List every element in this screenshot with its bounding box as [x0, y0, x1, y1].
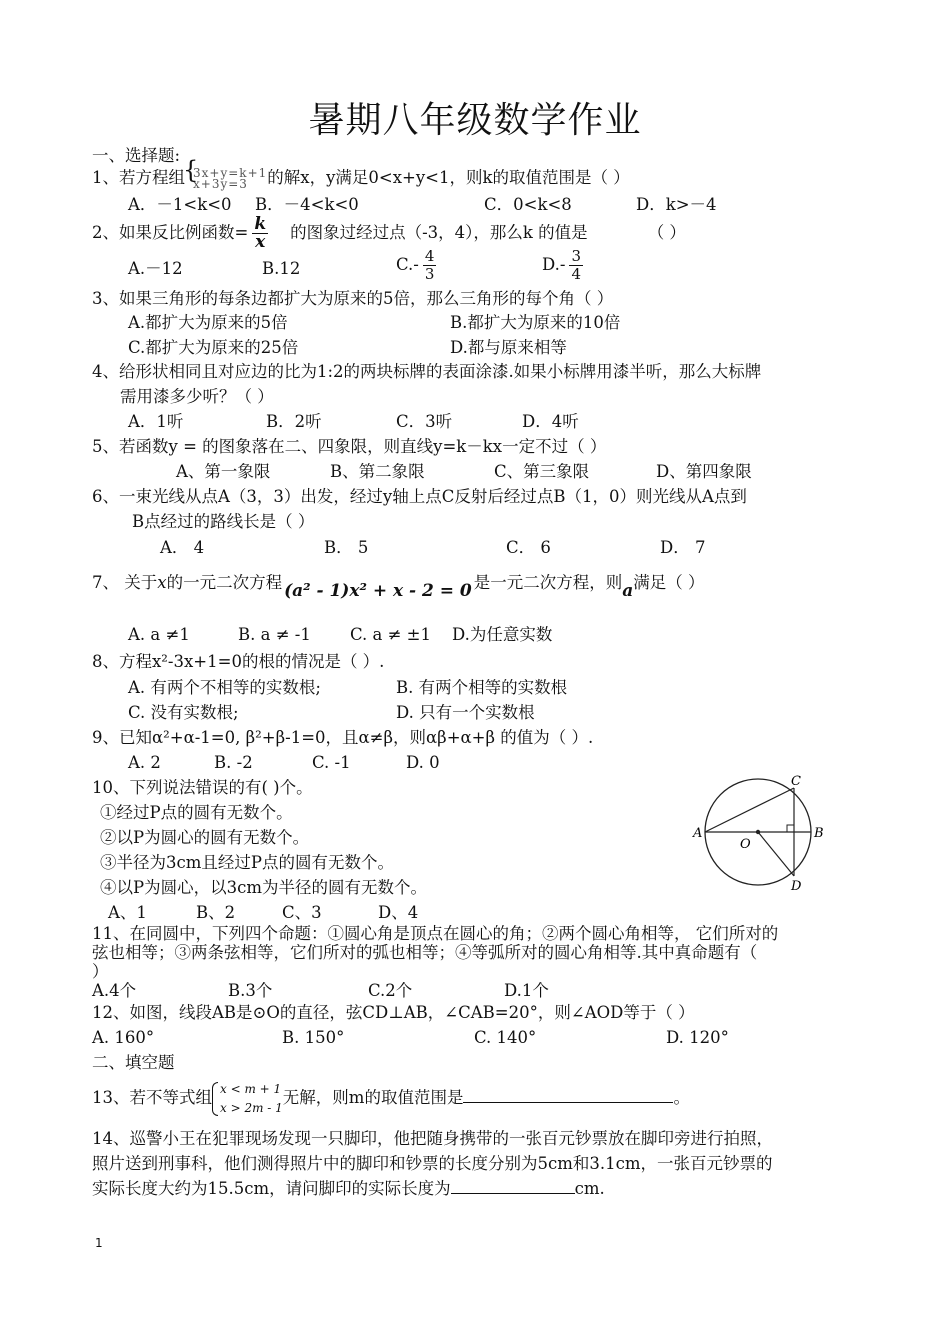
- question-11-close: ）: [92, 962, 109, 981]
- q12-option-c: C. 140°: [474, 1028, 537, 1047]
- q2-option-c: C.- $\frac{4}{3}$: [396, 247, 435, 283]
- q10-option-d: D、4: [378, 903, 419, 922]
- q13-inequality-system: x < m + 1 x > 2m - 1: [212, 1080, 283, 1118]
- q6-option-a: A． 4: [160, 538, 205, 557]
- q10-option-c: C、3: [282, 903, 322, 922]
- question-6: 6、一束光线从点A（3，3）出发，经过y轴上点C反射后经过点B（1，0）则光线从A点到: [92, 487, 747, 506]
- center-dot: [756, 830, 760, 834]
- question-14-last: 实际长度大约为15.5cm，请问脚印的实际长度为 cm.: [92, 1179, 605, 1198]
- q10-option-b: B、2: [196, 903, 236, 922]
- q7-option-a: A. a ≠1: [128, 625, 190, 644]
- q9-option-d: D. 0: [406, 753, 440, 772]
- question-7: 7、 关于x的一元二次方程 (a² - 1)x² + x - 2 = 0 是一元二次方程，则a满足（ ）: [92, 573, 705, 601]
- q4-option-b: B．2听: [266, 412, 322, 431]
- q2-answer-paren: （ ）: [647, 223, 686, 242]
- question-8: 8、方程x²-3x+1=0的根的情况是（ ）.: [92, 652, 385, 671]
- q8-option-c: C. 没有实数根;: [128, 703, 239, 722]
- question-11: 11、在同圆中，下列四个命题：①圆心角是顶点在圆心的角；②两个圆心角相等， 它们所对的: [92, 924, 779, 943]
- q10-statement-4: ④以P为圆心，以3cm为半径的圆有无数个。: [100, 878, 427, 897]
- label-b: B: [814, 826, 824, 841]
- question-9: 9、已知α²+α-1=0, β²+β-1=0，且α≠β，则αβ+α+β 的值为（ ）.: [92, 728, 594, 747]
- q2-fraction: $\frac{k}{x}$: [254, 214, 267, 252]
- question-5: 5、若函数y = 的图象落在二、四象限，则直线y=k－kx一定不过（ ）: [92, 437, 607, 456]
- question-6-cont: B点经过的路线长是（ ）: [132, 512, 315, 531]
- question-1: [92, 167, 630, 190]
- label-d: D: [791, 879, 802, 892]
- q7-option-c: C. a ≠ ±1: [350, 625, 432, 644]
- q8-option-a: A. 有两个不相等的实数根;: [128, 678, 321, 697]
- q1-prefix: 1、若方程组: [92, 168, 185, 187]
- q4-option-a: A．1听: [128, 412, 184, 431]
- section-heading-fill: 二、填空题: [92, 1053, 175, 1072]
- q4-option-c: C．3听: [396, 412, 453, 431]
- q10-statement-2: ②以P为圆心的圆有无数个。: [100, 828, 310, 847]
- q1-stem: 的解x，y满足0<x+y<1，则k的取值范围是（ ）: [267, 168, 630, 187]
- q1-option-c: C．0<k<8: [484, 195, 572, 214]
- q3-option-b: B.都扩大为原来的10倍: [450, 313, 621, 332]
- q10-statement-1: ①经过P点的圆有无数个。: [100, 803, 293, 822]
- q10-statement-3: ③半径为3cm且经过P点的圆有无数个。: [100, 853, 394, 872]
- page-number: 1: [95, 1236, 103, 1250]
- q10-option-a: A、1: [108, 903, 147, 922]
- q3-option-a: A.都扩大为原来的5倍: [128, 313, 288, 332]
- q8-option-d: D. 只有一个实数根: [396, 703, 535, 722]
- right-angle-mark: [787, 825, 794, 832]
- question-13: 13、若不等式组 x < m + 1 x > 2m - 1 无解，则m的取值范围是 。: [92, 1078, 690, 1118]
- q6-option-c: C． 6: [506, 538, 551, 557]
- q7-option-b: B. a ≠ -1: [238, 625, 311, 644]
- label-c: C: [791, 774, 801, 789]
- q7-option-d: D.为任意实数: [452, 625, 553, 644]
- q6-option-b: B． 5: [324, 538, 369, 557]
- q5-option-d: D、第四象限: [656, 462, 752, 481]
- q13-answer-blank[interactable]: [463, 1102, 673, 1103]
- q4-option-d: D．4听: [522, 412, 579, 431]
- q1-option-d: D．k>－4: [636, 195, 717, 214]
- q11-option-b: B.3个: [228, 981, 273, 1000]
- question-14: 14、巡警小王在犯罪现场发现一只脚印，他把随身携带的一张百元钞票放在脚印旁进行拍照，: [92, 1129, 773, 1148]
- q2-option-d: D.- $\frac{3}{4}$: [542, 247, 582, 283]
- section-heading-choice: 一、选择题:: [92, 146, 181, 165]
- q8-option-b: B. 有两个相等的实数根: [396, 678, 568, 697]
- segment-od: [758, 832, 794, 876]
- q14-answer-blank[interactable]: [451, 1193, 575, 1194]
- question-4: 4、给形状相同且对应边的比为1:2的两块标牌的表面涂漆.如果小标牌用漆半听，那么大标牌: [92, 362, 762, 381]
- segment-ac: [705, 788, 794, 832]
- question-2: [92, 216, 686, 251]
- q2-stem: 的图象过经过点（-3，4），那么k 的值是: [290, 223, 588, 242]
- page-title: 暑期八年级数学作业: [308, 100, 642, 141]
- q5-option-b: B、第二象限: [330, 462, 425, 481]
- q9-option-a: A. 2: [128, 753, 161, 772]
- q5-option-a: A、第一象限: [176, 462, 271, 481]
- q1-equation-system: { 3x+y=k+1 x+3y=3: [185, 168, 267, 190]
- question-4-cont: 需用漆多少听？（ ）: [120, 387, 274, 406]
- question-14-cont: 照片送到刑事科，他们测得照片中的脚印和钞票的长度分别为5cm和3.1cm，一张百元钞票的: [92, 1154, 773, 1173]
- label-o: O: [740, 837, 751, 852]
- q9-option-c: C. -1: [312, 753, 351, 772]
- q7-equation: (a² - 1)x² + x - 2 = 0: [284, 581, 472, 601]
- q3-option-c: C.都扩大为原来的25倍: [128, 338, 299, 357]
- q11-option-d: D.1个: [504, 981, 549, 1000]
- circle-figure: [688, 772, 838, 892]
- q3-option-d: D.都与原来相等: [450, 338, 567, 357]
- q2-prefix: 2、如果反比例函数=: [92, 223, 249, 242]
- q11-option-c: C.2个: [368, 981, 413, 1000]
- q2-option-b: B.12: [262, 259, 301, 278]
- q12-option-a: A. 160°: [92, 1028, 155, 1047]
- label-a: A: [693, 826, 703, 841]
- q6-option-d: D． 7: [660, 538, 706, 557]
- q1-option-b: B．－4<k<0: [255, 195, 359, 214]
- q2-option-a: A.－12: [128, 259, 183, 278]
- q12-option-d: D. 120°: [666, 1028, 729, 1047]
- q11-option-a: A.4个: [92, 981, 137, 1000]
- q12-option-b: B. 150°: [282, 1028, 345, 1047]
- question-11-cont: 弦也相等；③两条弦相等，它们所对的弧也相等；④等弧所对的圆心角相等.其中真命题有（: [92, 943, 758, 962]
- q1-option-a: A．－1<k<0: [128, 195, 232, 214]
- question-10: 10、下列说法错误的有( )个。: [92, 778, 313, 797]
- q9-option-b: B. -2: [214, 753, 253, 772]
- q5-option-c: C、第三象限: [494, 462, 590, 481]
- question-12: 12、如图，线段AB是⊙O的直径，弦CD⊥AB，∠CAB=20°，则∠AOD等于（ ）: [92, 1003, 695, 1022]
- question-3: 3、如果三角形的每条边都扩大为原来的5倍，那么三角形的每个角（ ）: [92, 289, 614, 308]
